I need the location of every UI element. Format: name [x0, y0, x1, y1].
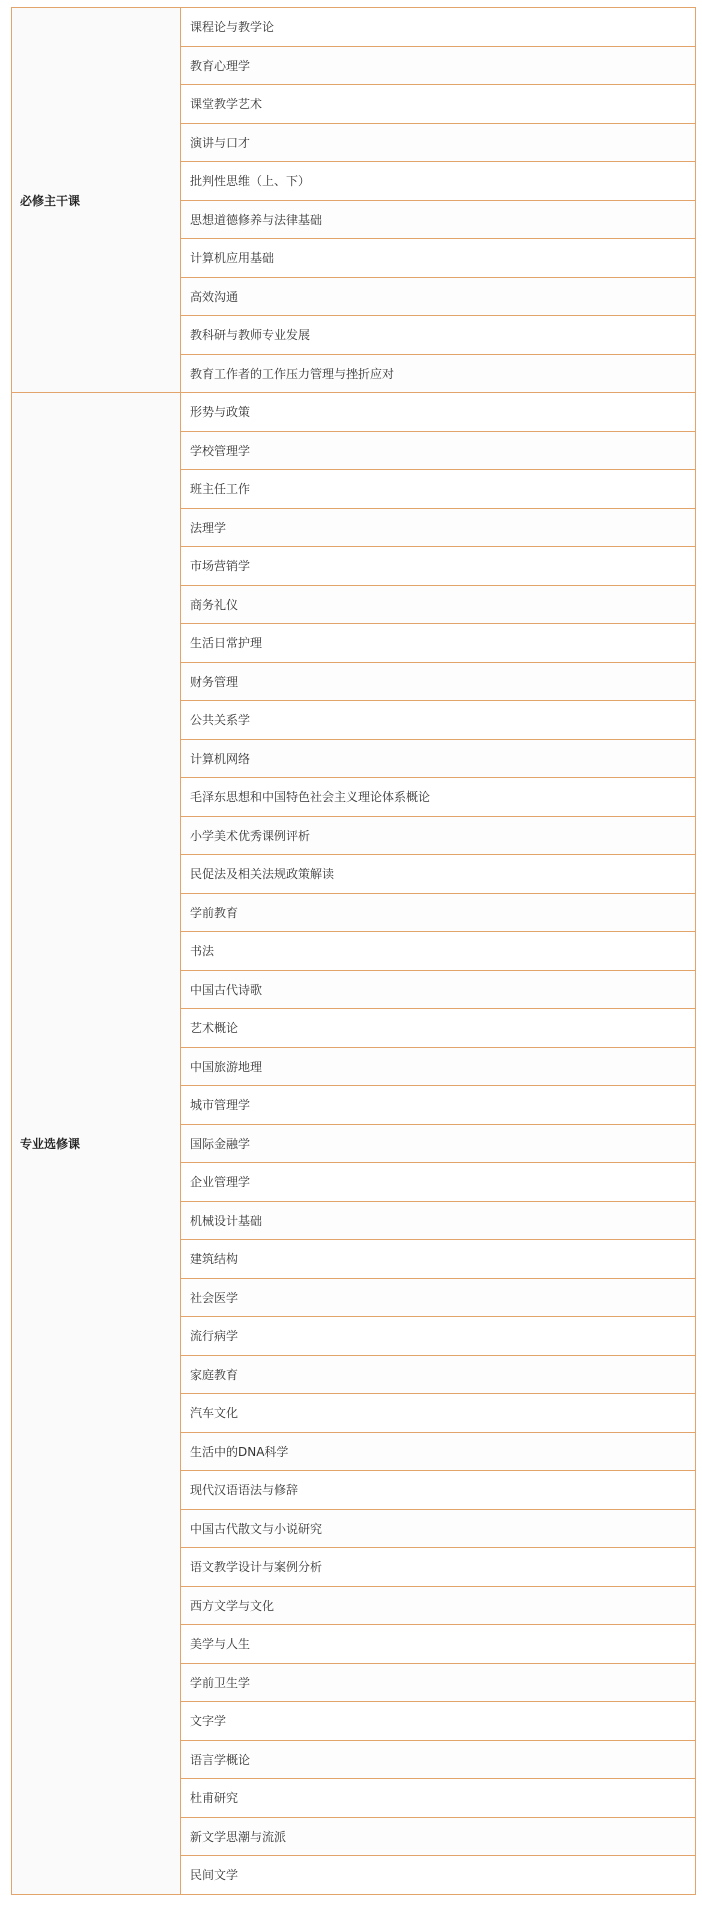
course-name-cell: 毛泽东思想和中国特色社会主义理论体系概论	[181, 778, 696, 817]
course-name-cell: 批判性思维（上、下）	[181, 162, 696, 201]
course-name-cell: 城市管理学	[181, 1086, 696, 1125]
course-name-cell: 西方文学与文化	[181, 1586, 696, 1625]
course-name-cell: 市场营销学	[181, 547, 696, 586]
course-name-cell: 杜甫研究	[181, 1779, 696, 1818]
course-name-cell: 艺术概论	[181, 1009, 696, 1048]
course-name-cell: 建筑结构	[181, 1240, 696, 1279]
course-name-cell: 公共关系学	[181, 701, 696, 740]
course-name-cell: 班主任工作	[181, 470, 696, 509]
course-name-cell: 流行病学	[181, 1317, 696, 1356]
course-name-cell: 生活日常护理	[181, 624, 696, 663]
course-name-cell: 现代汉语语法与修辞	[181, 1471, 696, 1510]
course-name-cell: 学前卫生学	[181, 1663, 696, 1702]
course-table	[11, 7, 696, 1895]
category-cell: 必修主干课	[12, 8, 181, 393]
course-name-cell: 课堂教学艺术	[181, 85, 696, 124]
course-name-cell: 民间文学	[181, 1856, 696, 1895]
category-cell: 专业选修课	[12, 393, 181, 1895]
course-name-cell: 中国古代散文与小说研究	[181, 1509, 696, 1548]
course-name-cell: 计算机应用基础	[181, 239, 696, 278]
course-name-cell: 中国古代诗歌	[181, 970, 696, 1009]
course-name-cell: 新文学思潮与流派	[181, 1817, 696, 1856]
course-name-cell: 思想道德修养与法律基础	[181, 200, 696, 239]
course-name-cell: 汽车文化	[181, 1394, 696, 1433]
course-name-cell: 形势与政策	[181, 393, 696, 432]
course-name-cell: 机械设计基础	[181, 1201, 696, 1240]
course-name-cell: 计算机网络	[181, 739, 696, 778]
course-name-cell: 财务管理	[181, 662, 696, 701]
table-row	[12, 393, 696, 432]
course-name-cell: 生活中的DNA科学	[181, 1432, 696, 1471]
course-name-cell: 教育心理学	[181, 46, 696, 85]
course-name-cell: 社会医学	[181, 1278, 696, 1317]
course-name-cell: 家庭教育	[181, 1355, 696, 1394]
course-name-cell: 语言学概论	[181, 1740, 696, 1779]
course-name-cell: 法理学	[181, 508, 696, 547]
course-name-cell: 商务礼仪	[181, 585, 696, 624]
course-name-cell: 学校管理学	[181, 431, 696, 470]
course-name-cell: 课程论与教学论	[181, 8, 696, 47]
course-name-cell: 企业管理学	[181, 1163, 696, 1202]
course-name-cell: 高效沟通	[181, 277, 696, 316]
course-name-cell: 书法	[181, 932, 696, 971]
course-name-cell: 国际金融学	[181, 1124, 696, 1163]
table-row	[12, 8, 696, 47]
course-name-cell: 文字学	[181, 1702, 696, 1741]
course-name-cell: 教科研与教师专业发展	[181, 316, 696, 355]
course-name-cell: 美学与人生	[181, 1625, 696, 1664]
course-name-cell: 民促法及相关法规政策解读	[181, 855, 696, 894]
course-name-cell: 演讲与口才	[181, 123, 696, 162]
course-table-body	[12, 8, 696, 1895]
course-name-cell: 教育工作者的工作压力管理与挫折应对	[181, 354, 696, 393]
course-name-cell: 语文教学设计与案例分析	[181, 1548, 696, 1587]
course-name-cell: 中国旅游地理	[181, 1047, 696, 1086]
course-name-cell: 学前教育	[181, 893, 696, 932]
course-name-cell: 小学美术优秀课例评析	[181, 816, 696, 855]
